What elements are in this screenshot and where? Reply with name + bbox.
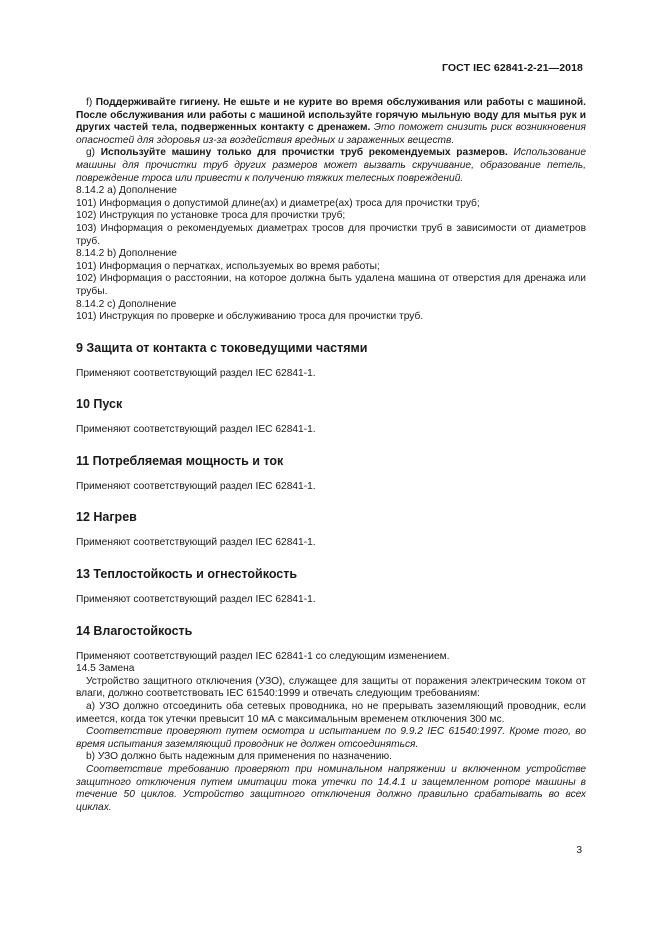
- section-9: [76, 341, 586, 381]
- clause-g-bold: Используйте машину только для прочистки труб рекомендуемых размеров.: [100, 147, 508, 159]
- section-14: [76, 624, 586, 815]
- item-a-compliance: Соответствие проверяют путем осмотра и испытанием по 9.9.2 IEC 61540:1997. Кроме того, во время испытания заземляющий проводник не должен отсоединяться.: [76, 726, 586, 750]
- section-12: [76, 510, 586, 550]
- clause-f-marker: f): [86, 97, 96, 108]
- clause-g-marker: g): [86, 147, 101, 159]
- section-text: Применяют соответствующий раздел IEC 62841-1.: [76, 367, 316, 379]
- list-line: 101) Информация о перчатках, используемых во время работы;: [76, 260, 380, 272]
- section-intro: Применяют соответствующий раздел IEC 62841-1 со следующим изменением.: [76, 650, 450, 662]
- section-text: Применяют соответствующий раздел IEC 62841-1.: [76, 424, 316, 436]
- section-text: Применяют соответствующий раздел IEC 62841-1.: [76, 594, 316, 606]
- item-b: b) УЗО должно быть надежным для применения по назначению.: [86, 751, 392, 763]
- section-title: 14 Влагостойкость: [76, 623, 193, 638]
- clause-g: [76, 147, 586, 185]
- list-line: 102) Информация о расстоянии, на которое должна быть удалена машина от отверстия для дренажа или трубы.: [76, 273, 586, 297]
- clause-f-bold: Поддерживайте гигиену. Не ешьте и не курите во время обслуживания или работы с машиной. После обслуживания или работы с машиной используйте горячую мыльную воду для мытья рук и других частей тела, подверженных контакту с дренажем.: [76, 97, 586, 134]
- list-line: 101) Информация о допустимой длине(ах) и диаметре(ах) троса для прочистки труб;: [76, 197, 480, 209]
- section-text: Применяют соответствующий раздел IEC 62841-1.: [76, 537, 316, 549]
- section-10: [76, 397, 586, 437]
- section-title: 13 Теплостойкость и огнестойкость: [76, 567, 298, 582]
- section-11: [76, 454, 586, 494]
- document-header: ГОСТ IEC 62841-2-21—2018: [441, 62, 583, 74]
- list-line: 103) Информация о рекомендуемых диаметрах тросов для прочистки труб в зависимости от диаметров труб.: [76, 222, 586, 247]
- section-title: 10 Пуск: [76, 397, 123, 412]
- paragraph: Устройство защитного отключения (УЗО), служащее для защиты от поражения электрическим током от влаги, должно соответствовать IEC 61540:1999 и отвечать следующим требованиям:: [76, 675, 586, 700]
- page-number: 3: [576, 845, 582, 856]
- document-body: [76, 97, 586, 814]
- section-text: Применяют соответствующий раздел IEC 62841-1.: [76, 480, 316, 492]
- clause-f-italic: Это поможет снизить риск возникновения опасностей для здоровья из-за воздействия вредных и зараженных веществ.: [76, 122, 587, 146]
- item-b-compliance: Соответствие требованию проверяют при номинальном напряжении и включенном устройстве защитного отключения путем имитации тока утечки по 14.4.1 и защемленном роторе машины в течение 50 циклов. Устройство защитного отключения должно правильно срабатывать во всех циклах.: [76, 764, 586, 813]
- list-line: 8.14.2 c) Дополнение: [76, 298, 177, 310]
- section-title: 11 Потребляемая мощность и ток: [76, 453, 284, 468]
- list-line: 8.14.2 b) Дополнение: [76, 248, 177, 260]
- subsection-title: 14.5 Замена: [76, 663, 135, 675]
- list-line: 101) Инструкция по проверке и обслуживанию троса для прочистки труб.: [76, 311, 424, 323]
- section-title: 12 Нагрев: [76, 510, 137, 525]
- clause-f: [76, 97, 586, 147]
- section-title: 9 Защита от контакта с токоведущими частями: [76, 340, 368, 355]
- item-a: а) УЗО должно отсоединить оба сетевых проводника, но не прерывать заземляющий проводник, если имеется, когда ток утечки превысит 10 мА с максимальным временем отключения 300 мс.: [76, 701, 586, 725]
- section-13: [76, 567, 586, 607]
- list-line: 8.14.2 a) Дополнение: [76, 185, 177, 197]
- clause-g-italic: Использование машины для прочистки труб других размеров может вызвать скручивание, образование петель, повреждение троса или привести к получению тяжких телесных повреждений.: [76, 147, 587, 184]
- list-line: 102) Инструкция по установке троса для прочистки труб;: [76, 210, 346, 222]
